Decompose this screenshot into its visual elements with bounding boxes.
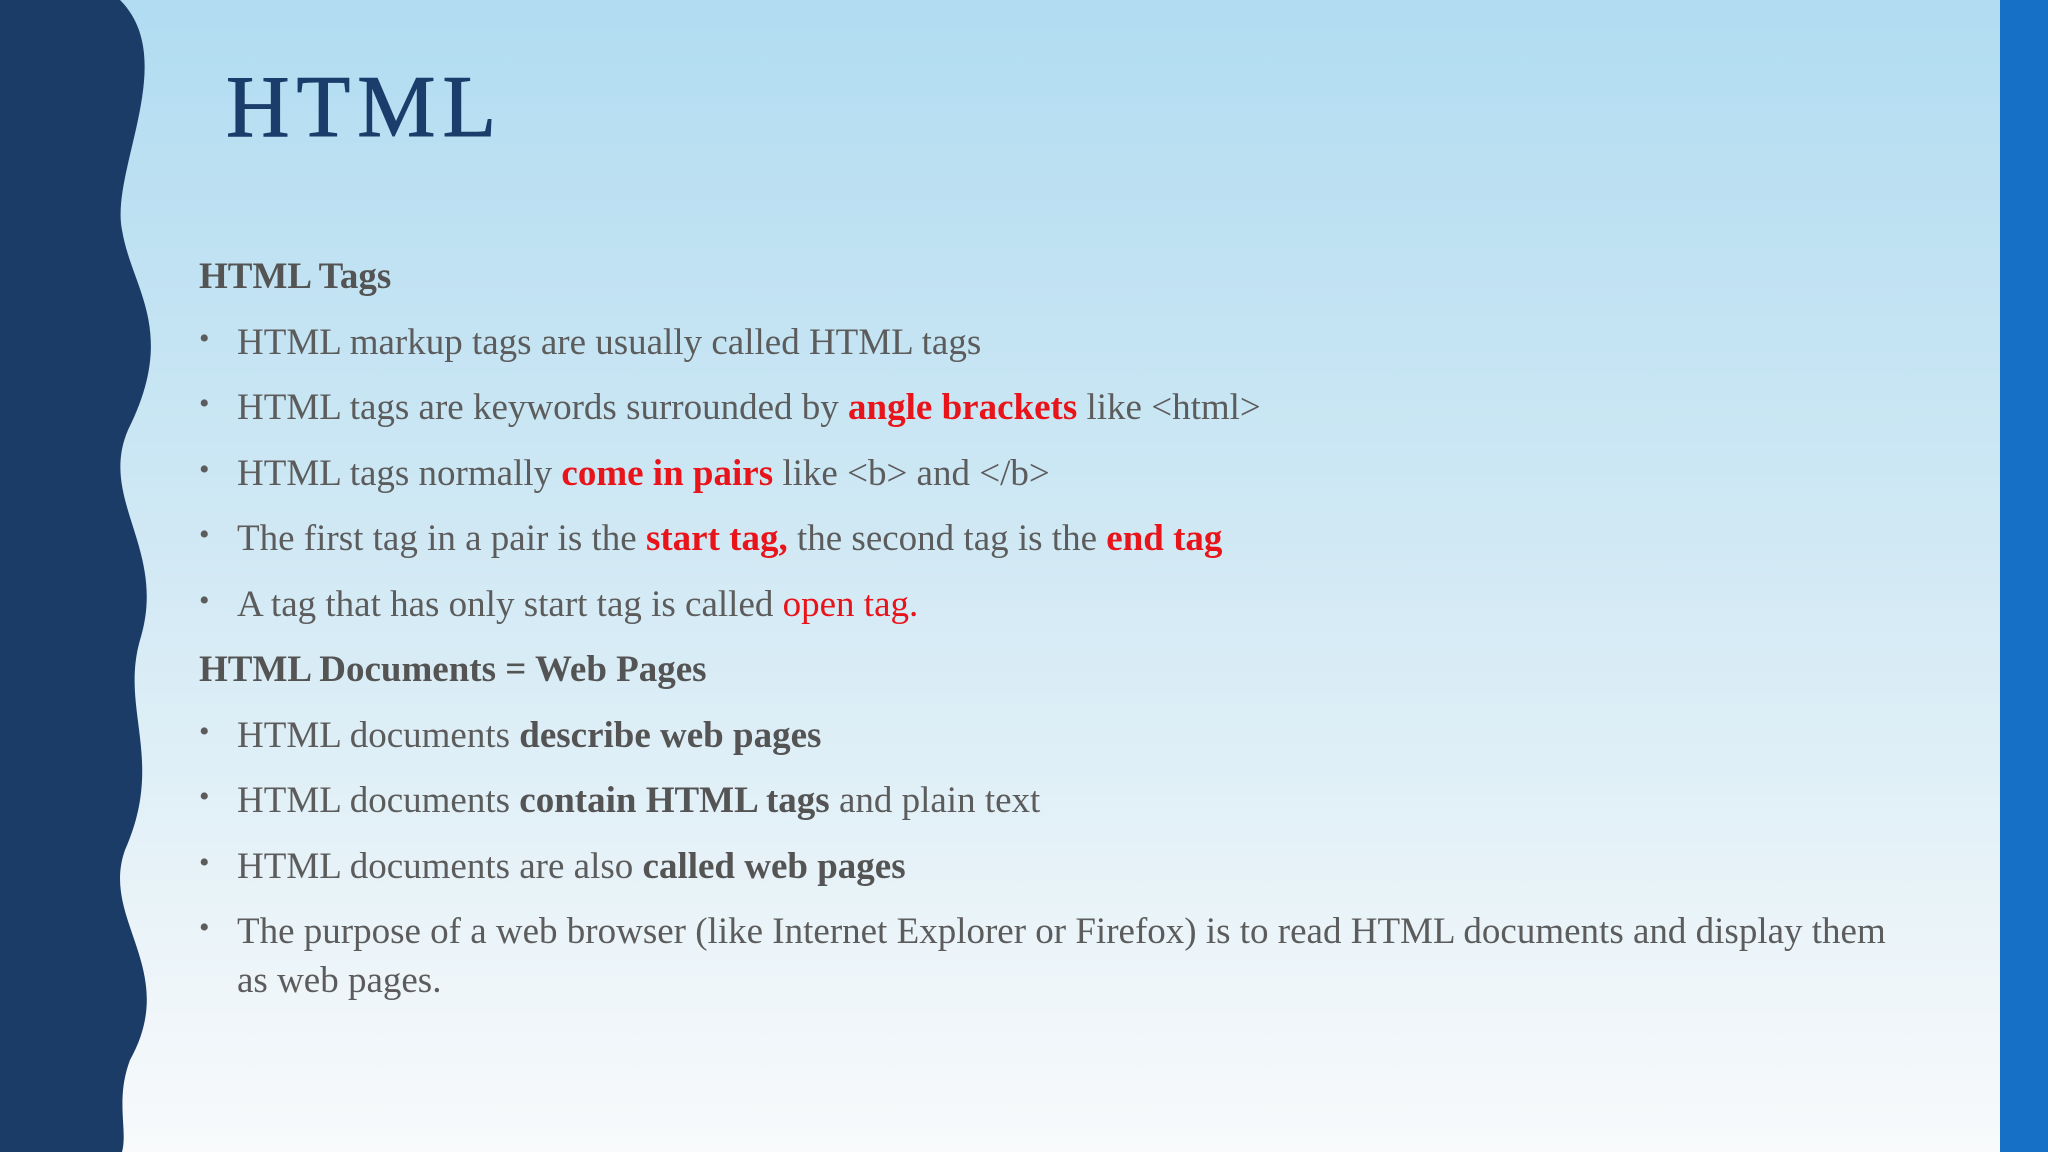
- bullet-text: HTML documents are also: [237, 845, 643, 887]
- bullet-text: HTML documents: [237, 780, 520, 821]
- bullet-item: [199, 383, 1899, 432]
- right-accent-bar: [2000, 0, 2048, 1152]
- bullet-dot-icon: •: [199, 452, 210, 486]
- bullet-text: angle brackets: [848, 387, 1078, 428]
- bullet-item: [199, 318, 1899, 367]
- bullet-dot-icon: •: [199, 845, 210, 879]
- bullet-dot-icon: •: [199, 780, 210, 813]
- bullet-text: HTML tags normally: [237, 452, 562, 494]
- bullet-item: [199, 711, 1899, 760]
- slide-body: [199, 252, 1899, 1022]
- bullet-text: like <html>: [1077, 387, 1261, 428]
- bullet-text: The first tag in a pair is the: [237, 518, 646, 559]
- bullet-text: the second tag is the: [787, 518, 1107, 559]
- bullet-dot-icon: •: [199, 321, 210, 355]
- bullet-item: [199, 449, 1899, 498]
- bullet-text: contain HTML tags: [519, 780, 830, 821]
- bullet-text: HTML markup tags are usually called HTML tags: [237, 321, 982, 363]
- section-heading-html-tags: HTML Tags: [199, 256, 392, 297]
- bullet-text: A tag that has only start tag is called: [237, 583, 783, 625]
- bullet-item: [199, 776, 1899, 825]
- bullet-text: start tag,: [645, 518, 788, 559]
- bullet-text: open tag.: [782, 583, 919, 625]
- bullet-dot-icon: •: [199, 911, 210, 944]
- bullet-text: The purpose of a web browser (like Internet Explorer or Firefox) is to read HTML documents and display them as web pages.: [237, 911, 1886, 1001]
- bullet-dot-icon: •: [199, 518, 210, 551]
- bullet-item: [199, 842, 1899, 891]
- bullet-text: like <b> and </b>: [773, 452, 1050, 494]
- bullet-text: end tag: [1106, 518, 1223, 559]
- bullet-text: called web pages: [642, 845, 906, 887]
- wave-shape: [0, 0, 151, 1152]
- bullet-text: describe web pages: [519, 714, 822, 756]
- slide-title: HTML: [226, 59, 504, 156]
- bullet-text: HTML tags are keywords surrounded by: [237, 387, 849, 428]
- bullet-item: [199, 907, 1899, 1005]
- bullet-item: [199, 580, 1899, 629]
- bullet-text: and plain text: [829, 780, 1041, 821]
- wavy-left-band: [0, 0, 160, 1152]
- bullet-item: [199, 514, 1899, 563]
- bullet-dot-icon: •: [199, 387, 210, 420]
- html-documents-list: [199, 711, 1899, 1006]
- bullet-text: come in pairs: [561, 452, 774, 494]
- bullet-text: HTML documents: [237, 714, 520, 756]
- bullet-dot-icon: •: [199, 583, 210, 617]
- html-tags-list: [199, 318, 1899, 629]
- bullet-dot-icon: •: [199, 714, 210, 748]
- section-heading-html-documents: HTML Documents = Web Pages: [199, 649, 707, 690]
